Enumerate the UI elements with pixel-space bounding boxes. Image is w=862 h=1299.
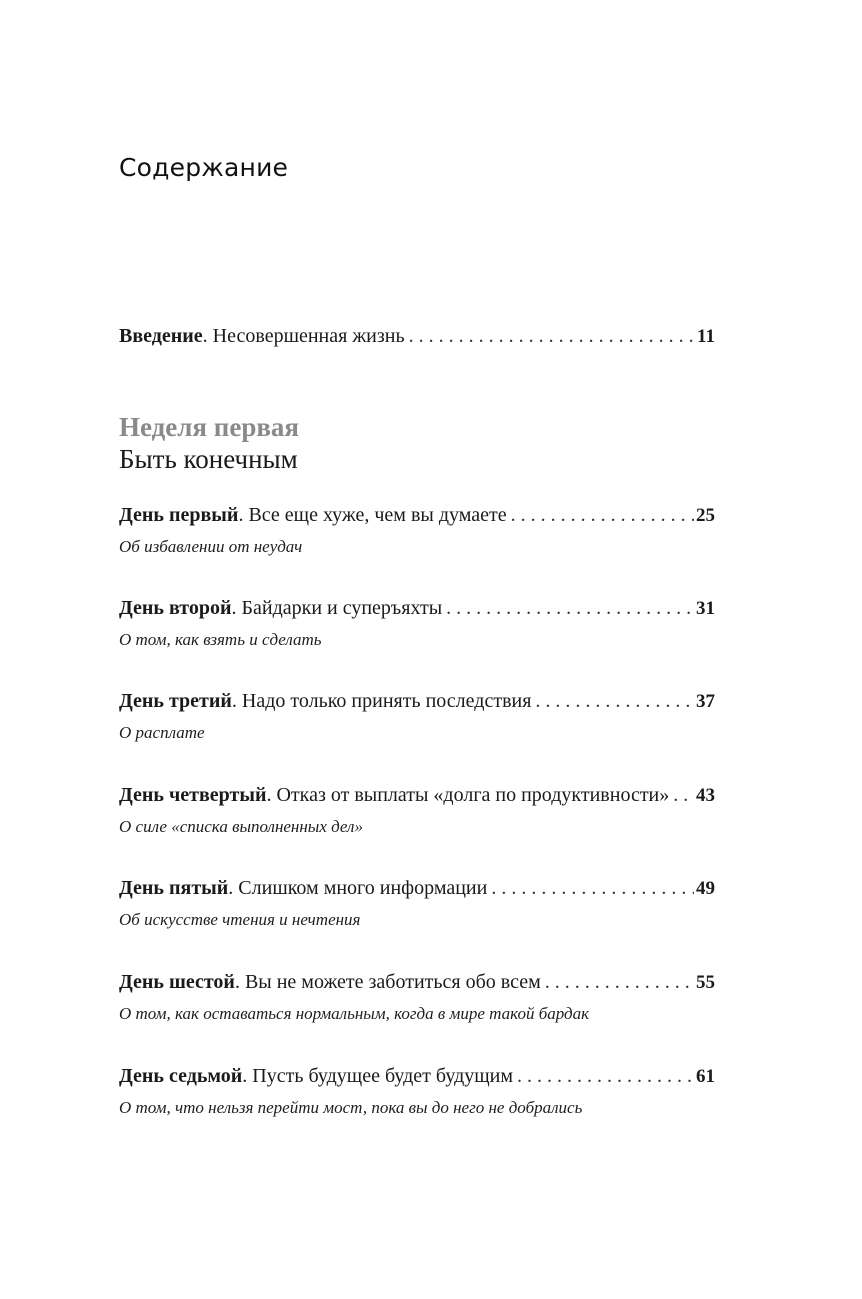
toc-entry-day-1	[119, 501, 715, 559]
entry-label: День первый	[119, 504, 239, 526]
dot-leader	[511, 501, 694, 529]
toc-entry-line	[119, 687, 715, 715]
toc-entry-day-4	[119, 781, 715, 839]
entry-title: . Слишком много информации	[228, 877, 488, 899]
page-number: 11	[697, 326, 715, 347]
toc-entry-day-2	[119, 594, 715, 652]
page-number: 49	[696, 878, 715, 899]
entry-subtitle: О том, что нельзя перейти мост, пока вы до него не добрались	[119, 1098, 583, 1117]
entry-heading	[119, 1062, 513, 1090]
page-number: 55	[696, 972, 715, 993]
dot-leader	[446, 594, 694, 622]
page-number: 25	[696, 505, 715, 526]
entry-heading	[119, 687, 531, 715]
page-number: 37	[696, 691, 715, 712]
entry-label: День второй	[119, 597, 232, 619]
entry-title: . Байдарки и суперъяхты	[231, 597, 443, 619]
toc-entry-line	[119, 874, 715, 902]
toc-entry-line	[119, 1062, 715, 1090]
entry-heading	[119, 874, 487, 902]
toc-entry-line	[119, 968, 715, 996]
entry-title: . Несовершенная жизнь	[202, 325, 405, 347]
entry-label: Введение	[119, 325, 203, 347]
dot-leader	[545, 968, 694, 996]
dot-leader	[673, 781, 694, 809]
entry-label: День шестой	[119, 971, 235, 993]
entry-label: День седьмой	[119, 1065, 243, 1087]
page-title: Содержание	[119, 153, 289, 182]
toc-entry-day-6	[119, 968, 715, 1026]
dot-leader	[517, 1062, 694, 1090]
toc-entry-line	[119, 594, 715, 622]
entry-heading	[119, 968, 541, 996]
dot-leader	[491, 874, 694, 902]
entry-subtitle: О том, как взять и сделать	[119, 630, 322, 649]
page-number: 43	[696, 785, 715, 806]
entry-subtitle: О том, как оставаться нормальным, когда в мире такой бардак	[119, 1004, 590, 1023]
entry-title: . Вы не можете заботиться обо всем	[234, 971, 541, 993]
entry-title: . Надо только принять последствия	[231, 690, 532, 712]
entry-subtitle: Об искусстве чтения и нечтения	[119, 910, 361, 929]
section-kicker: Неделя первая	[119, 412, 300, 442]
entry-subtitle: О расплате	[119, 723, 205, 742]
page-number: 61	[696, 1066, 715, 1087]
entry-label: День четвертый	[119, 784, 267, 806]
section-title: Быть конечным	[119, 444, 298, 474]
dot-leader	[409, 322, 695, 350]
entry-heading	[119, 501, 507, 529]
entry-heading	[119, 322, 405, 350]
entry-subtitle: О силе «списка выполненных дел»	[119, 817, 363, 836]
toc-entry-line	[119, 781, 715, 809]
entry-title: . Все еще хуже, чем вы думаете	[238, 504, 507, 526]
entry-title: . Отказ от выплаты «долга по продуктивности»	[266, 784, 670, 806]
toc-entry-line	[119, 322, 715, 350]
entry-label: День пятый	[119, 877, 229, 899]
toc-entry-day-5	[119, 874, 715, 932]
entry-heading	[119, 781, 669, 809]
toc-entry-line	[119, 501, 715, 529]
toc-entry-day-7	[119, 1062, 715, 1120]
toc-entry-intro	[119, 322, 715, 350]
page-number: 31	[696, 598, 715, 619]
entry-title: . Пусть будущее будет будущим	[242, 1065, 513, 1087]
dot-leader	[535, 687, 694, 715]
entry-subtitle: Об избавлении от неудач	[119, 537, 303, 556]
entry-label: День третий	[119, 690, 232, 712]
entry-heading	[119, 594, 442, 622]
toc-entry-day-3	[119, 687, 715, 745]
